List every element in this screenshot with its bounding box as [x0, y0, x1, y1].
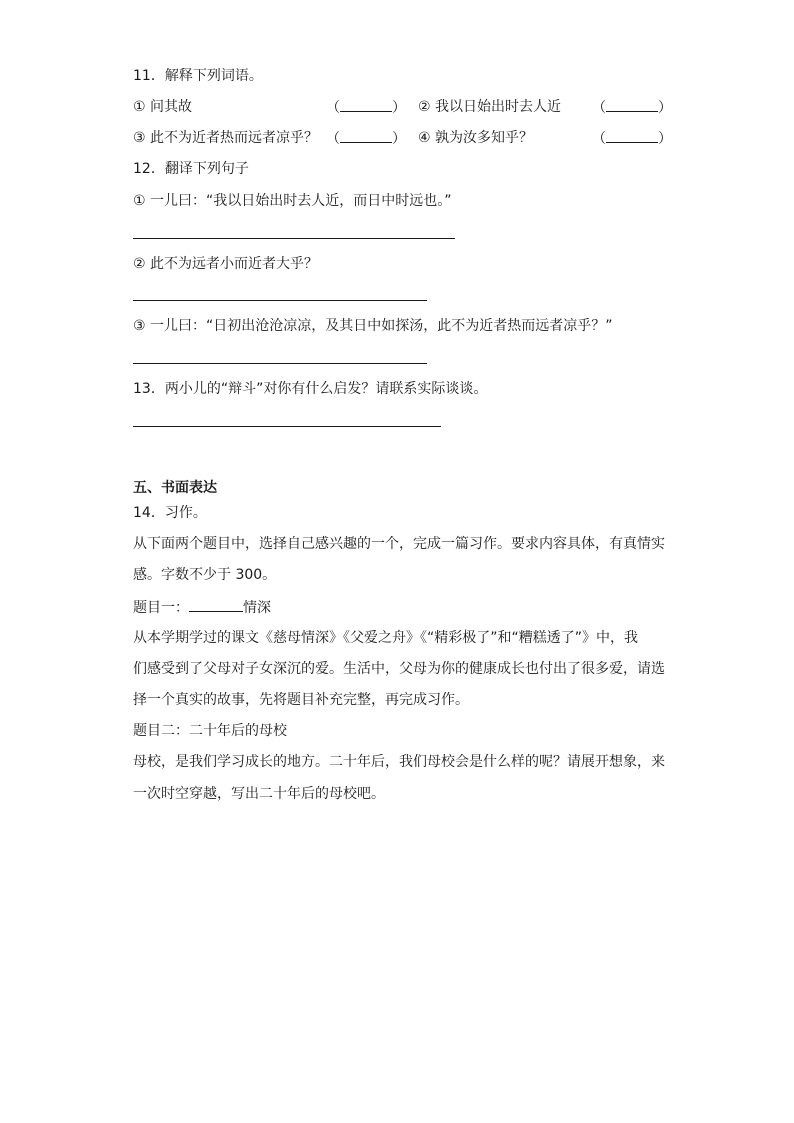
q11-item-4-label: ④ 孰为汝多知乎？	[418, 130, 534, 146]
q12-answer-line-1[interactable]	[133, 238, 455, 239]
q14-intro-line-1: 从下面两个题目中，选择自己感兴趣的一个，完成一篇习作。要求内容具体，有真情实	[133, 536, 665, 552]
q11-item-3-label: ③ 此不为近者热而远者凉乎？	[133, 130, 319, 146]
q13-title: 13．两小儿的“辩斗”对你有什么启发？请联系实际谈谈。	[133, 381, 488, 397]
topic1-title	[133, 597, 271, 618]
paren-close: ）	[658, 131, 672, 147]
q11-item-4-answer[interactable]	[592, 128, 672, 149]
q12-sentence-2: ② 此不为远者小而近者大乎？	[133, 256, 319, 272]
q12-sentence-3: ③ 一儿曰：“日初出沧沧凉凉，及其日中如探汤，此不为近者热而远者凉乎？”	[133, 318, 613, 334]
section-heading: 五、书面表达	[133, 480, 217, 496]
answer-blank[interactable]	[340, 97, 392, 112]
q11-item-2-answer[interactable]	[592, 97, 672, 118]
q14-title: 14．习作。	[133, 505, 207, 521]
q12-answer-line-3[interactable]	[133, 363, 427, 364]
paren-close: ）	[392, 131, 406, 147]
topic2-desc-line-1: 母校，是我们学习成长的地方。二十年后，我们母校会是什么样的呢？请展开想象，来	[133, 754, 665, 770]
q11-item-2-label: ② 我以日始出时去人近	[418, 99, 562, 115]
topic1-desc-line-3: 择一个真实的故事，先将题目补充完整，再完成习作。	[133, 692, 469, 708]
q12-answer-line-2[interactable]	[133, 300, 427, 301]
paren-open: （	[592, 131, 606, 147]
q11-item-1-label: ① 问其故	[133, 99, 193, 115]
paren-open: （	[592, 100, 606, 116]
topic2-desc-line-2: 一次时空穿越，写出二十年后的母校吧。	[133, 786, 385, 802]
paren-open: （	[326, 131, 340, 147]
q11-title: 11．解释下列词语。	[133, 68, 263, 84]
topic1-suffix: 情深	[243, 600, 271, 616]
q11-item-1-answer[interactable]	[326, 97, 406, 118]
q14-intro-line-2: 感。字数不少于 300。	[133, 567, 277, 583]
topic2-title: 题目二：二十年后的母校	[133, 723, 287, 739]
paren-open: （	[326, 100, 340, 116]
answer-blank[interactable]	[340, 128, 392, 143]
paren-close: ）	[658, 100, 672, 116]
topic1-desc-line-2: 们感受到了父母对子女深沉的爱。生活中，父母为你的健康成长也付出了很多爱，请选	[133, 661, 665, 677]
q12-sentence-1: ① 一儿曰：“我以日始出时去人近，而日中时远也。”	[133, 193, 452, 209]
topic1-desc-line-1: 从本学期学过的课文《慈母情深》《父爱之舟》《“精彩极了”和“糟糕透了”》中，我	[133, 630, 639, 646]
answer-blank[interactable]	[606, 128, 658, 143]
paren-close: ）	[392, 100, 406, 116]
q13-answer-line[interactable]	[133, 426, 441, 427]
answer-blank[interactable]	[606, 97, 658, 112]
q12-title: 12．翻译下列句子	[133, 161, 249, 177]
topic1-blank[interactable]	[189, 597, 243, 612]
q11-item-3-answer[interactable]	[326, 128, 406, 149]
topic1-prefix: 题目一：	[133, 600, 189, 616]
